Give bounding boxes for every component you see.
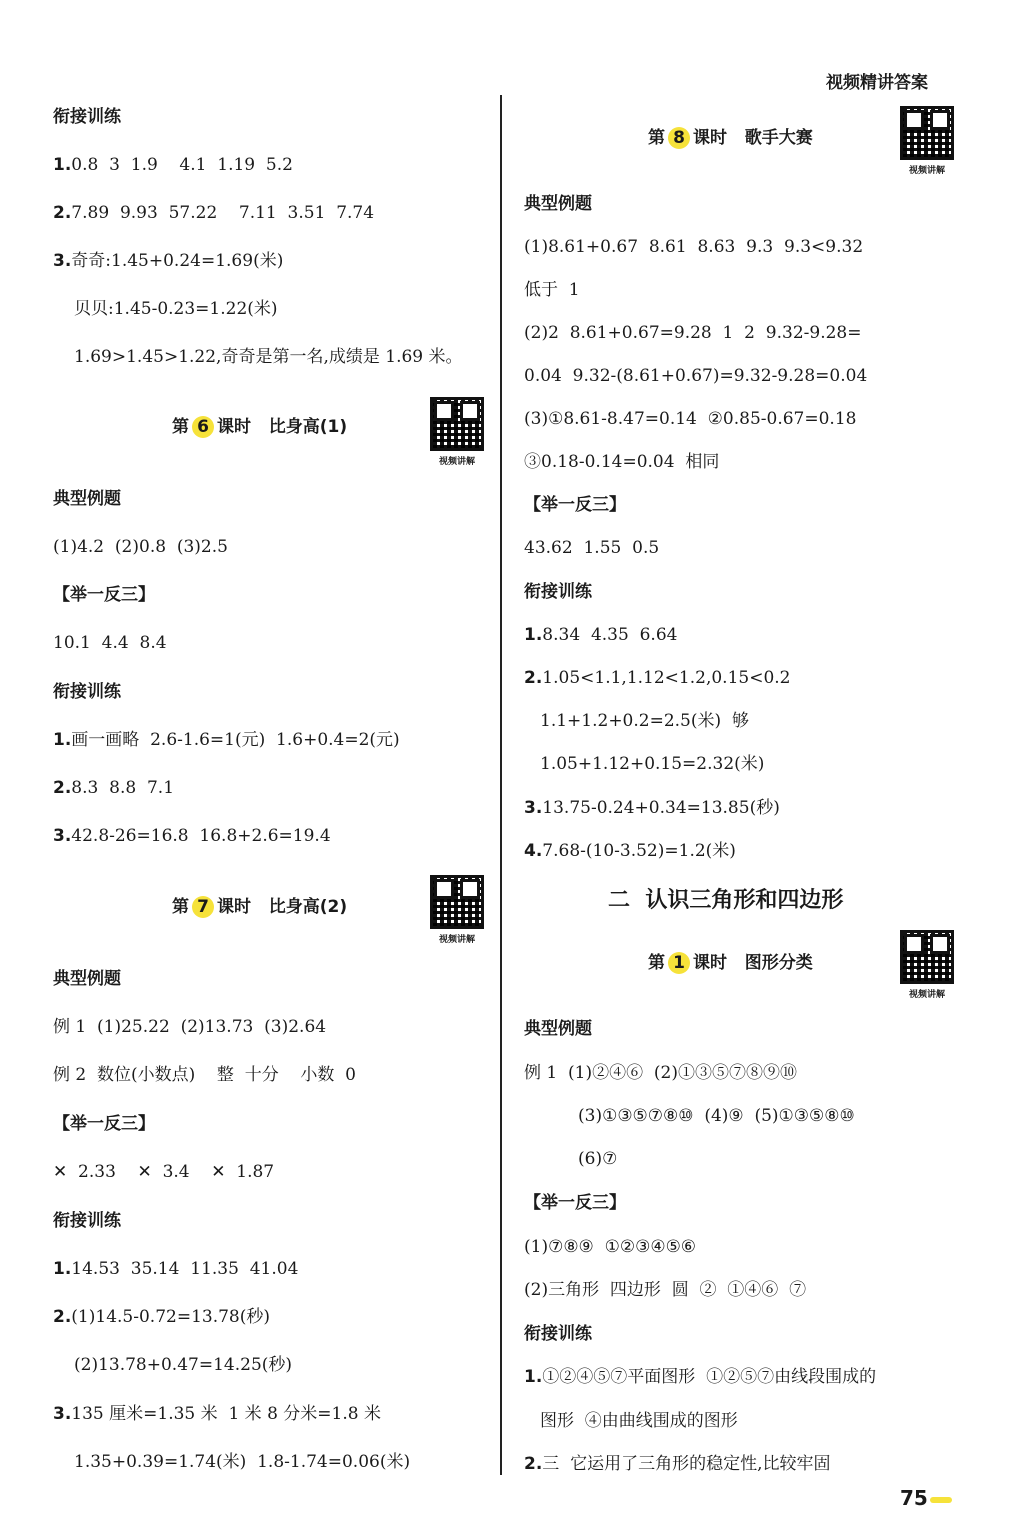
page-number-accent <box>930 1497 952 1503</box>
answer-line: 1.1+1.2+0.2=2.5(米) 够 <box>540 711 749 731</box>
section-title: 衔接训练 <box>53 1211 121 1231</box>
answer-line: 例 1 (1)②④⑥ (2)①③⑤⑦⑧⑨⑩ <box>524 1063 797 1083</box>
section-title: 典型例题 <box>53 489 121 509</box>
section-title: 衔接训练 <box>524 582 592 602</box>
answer-line: (2)2 8.61+0.67=9.28 1 2 9.32-9.28= <box>524 323 862 343</box>
qr-label: 视频讲解 <box>908 166 945 176</box>
qr-code-icon[interactable] <box>430 397 484 451</box>
section-title: 典型例题 <box>524 1019 592 1039</box>
section-title: 衔接训练 <box>53 682 121 702</box>
qr-code-icon[interactable] <box>900 106 954 160</box>
answer-line: 1.05+1.12+0.15=2.32(米) <box>540 754 765 774</box>
qr-label: 视频讲解 <box>438 935 475 945</box>
answer-line: ③0.18-0.14=0.04 相同 <box>524 452 720 472</box>
subsection-title: 【举一反三】 <box>53 1114 155 1134</box>
qr-label: 视频讲解 <box>908 990 945 1000</box>
answer-line: 2.三 它运用了三角形的稳定性,比较牢固 <box>524 1454 831 1474</box>
header-title: 视频精讲答案 <box>826 73 928 93</box>
lesson-heading: 第 8 课时 歌手大赛 <box>648 128 813 148</box>
section-title: 衔接训练 <box>524 1324 592 1344</box>
subsection-title: 【举一反三】 <box>524 495 626 515</box>
answer-line: (6)⑦ <box>578 1149 618 1169</box>
answer-line: 2.7.89 9.93 57.22 7.11 3.51 7.74 <box>53 203 375 223</box>
answer-line: 0.04 9.32-(8.61+0.67)=9.32-9.28=0.04 <box>524 366 868 386</box>
qr-code-icon[interactable] <box>430 875 484 929</box>
answer-line: 4.7.68-(10-3.52)=1.2(米) <box>524 841 736 861</box>
answer-line: 3.135 厘米=1.35 米 1 米 8 分米=1.8 米 <box>53 1404 381 1424</box>
chapter-title: 二 认识三角形和四边形 <box>608 888 844 913</box>
answer-line: 3.奇奇:1.45+0.24=1.69(米) <box>53 251 284 271</box>
answer-line: 1.①②④⑤⑦平面图形 ①②⑤⑦由线段围成的 <box>524 1367 877 1387</box>
answer-line: ✕ 2.33 ✕ 3.4 ✕ 1.87 <box>53 1162 275 1182</box>
lesson-heading: 第 6 课时 比身高(1) <box>172 417 348 437</box>
answer-line: 43.62 1.55 0.5 <box>524 538 660 558</box>
answer-line: 1.0.8 3 1.9 4.1 1.19 5.2 <box>53 155 293 175</box>
answer-line: 3.42.8-26=16.8 16.8+2.6=19.4 <box>53 826 331 846</box>
answer-line: 例 2 数位(小数点) 整 十分 小数 0 <box>53 1065 356 1085</box>
answer-line: 例 1 (1)25.22 (2)13.73 (3)2.64 <box>53 1017 327 1037</box>
qr-label: 视频讲解 <box>438 457 475 467</box>
answer-line: (1)4.2 (2)0.8 (3)2.5 <box>53 537 228 557</box>
answer-line: (3)①③⑤⑦⑧⑩ (4)⑨ (5)①③⑤⑧⑩ <box>578 1106 855 1126</box>
answer-line: 1.画一画略 2.6-1.6=1(元) 1.6+0.4=2(元) <box>53 730 400 750</box>
qr-code-icon[interactable] <box>900 930 954 984</box>
answer-line: 10.1 4.4 8.4 <box>53 633 167 653</box>
answer-line: (1)⑦⑧⑨ ①②③④⑤⑥ <box>524 1237 697 1257</box>
answer-line: 2.1.05<1.1,1.12<1.2,0.15<0.2 <box>524 668 791 688</box>
answer-line: (2)13.78+0.47=14.25(秒) <box>74 1355 293 1375</box>
section-title: 典型例题 <box>524 194 592 214</box>
answer-line: 图形 ④由曲线围成的图形 <box>540 1411 738 1431</box>
subsection-title: 【举一反三】 <box>524 1193 626 1213</box>
answer-line: 3.13.75-0.24+0.34=13.85(秒) <box>524 798 780 818</box>
column-divider <box>500 95 502 1475</box>
section-title: 典型例题 <box>53 969 121 989</box>
section-title: 衔接训练 <box>53 107 121 127</box>
answer-line: 2.8.3 8.8 7.1 <box>53 778 175 798</box>
answer-line: 低于 1 <box>524 280 580 300</box>
answer-line: 1.14.53 35.14 11.35 41.04 <box>53 1259 299 1279</box>
lesson-heading: 第 7 课时 比身高(2) <box>172 897 348 917</box>
answer-line: 贝贝:1.45-0.23=1.22(米) <box>74 299 278 319</box>
page-number: 75 <box>900 1486 928 1510</box>
answer-line: (2)三角形 四边形 圆 ② ①④⑥ ⑦ <box>524 1280 807 1300</box>
answer-line: 1.35+0.39=1.74(米) 1.8-1.74=0.06(米) <box>74 1452 411 1472</box>
subsection-title: 【举一反三】 <box>53 585 155 605</box>
answer-line: 2.(1)14.5-0.72=13.78(秒) <box>53 1307 271 1327</box>
lesson-heading: 第 1 课时 图形分类 <box>648 953 813 973</box>
answer-line: 1.69>1.45>1.22,奇奇是第一名,成绩是 1.69 米。 <box>74 347 463 367</box>
answer-line: 1.8.34 4.35 6.64 <box>524 625 678 645</box>
answer-line: (1)8.61+0.67 8.61 8.63 9.3 9.3<9.32 <box>524 237 864 257</box>
answer-line: (3)①8.61-8.47=0.14 ②0.85-0.67=0.18 <box>524 409 857 429</box>
